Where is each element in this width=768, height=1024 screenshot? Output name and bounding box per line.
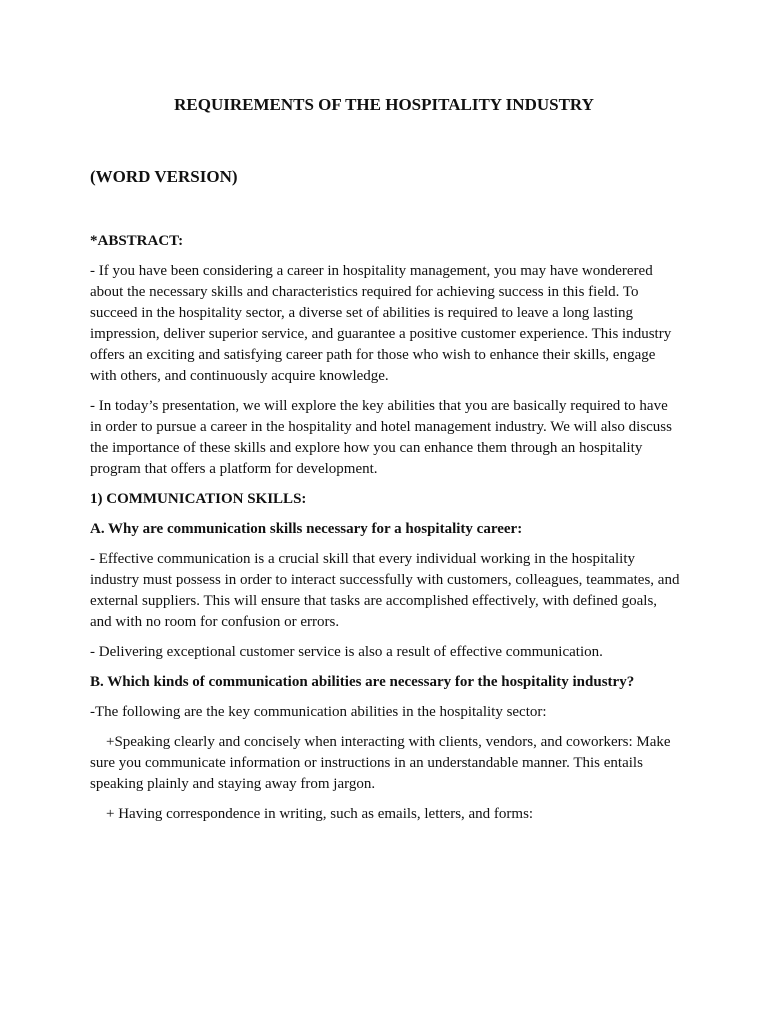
subsection-b-heading: B. Which kinds of communication abilities are necessary for the hospitality industry? xyxy=(90,674,635,690)
subsection-b-paragraph-1: -The following are the key communication abilities in the hospitality sector: xyxy=(90,704,547,720)
abstract-paragraph-1: - If you have been considering a career in hospitality management, you may have wonderered about the necessary skills and characteristics required for achieving success in this field. To succeed in the hospitality sector, a diverse set of abilities is required to leave a long lasting impression, deliver superior service, and guarantee a positive customer experience. This industry offers an exciting and satisfying career path for those who wish to enhance their skills, engage with others, and continuously acquire knowledge. xyxy=(90,263,672,384)
subsection-b-list-item-1: +Speaking clearly and concisely when interacting with clients, vendors, and coworkers: Make sure you communicate information or instructions in an understandable manner. This entails speaking plainly and staying away from jargon. xyxy=(90,734,671,792)
section-1-heading: 1) COMMUNICATION SKILLS: xyxy=(90,491,307,507)
subsection-a-paragraph-2: - Delivering exceptional customer service is also a result of effective communication. xyxy=(90,644,603,660)
subsection-b-list-item-2: + Having correspondence in writing, such as emails, letters, and forms: xyxy=(106,806,534,822)
subsection-a-heading: A. Why are communication skills necessary for a hospitality career: xyxy=(90,521,523,537)
abstract-paragraph-2: - In today’s presentation, we will explore the key abilities that you are basically required to have in order to pursue a career in the hospitality and hotel management industry. We will also discuss the importance of these skills and explore how you can enhance them through an hospitality program that offers a platform for development. xyxy=(90,398,672,477)
subsection-a-paragraph-1: - Effective communication is a crucial skill that every individual working in the hospitality industry must possess in order to interact successfully with customers, colleagues, teammates, and external suppliers. This will ensure that tasks are accomplished effectively, with defined goals, and with no room for confusion or errors. xyxy=(90,551,680,630)
document-version-label: (WORD VERSION) xyxy=(90,167,238,186)
document-body xyxy=(90,231,680,834)
document-title: REQUIREMENTS OF THE HOSPITALITY INDUSTRY xyxy=(174,95,594,114)
abstract-heading: *ABSTRACT: xyxy=(90,233,184,249)
